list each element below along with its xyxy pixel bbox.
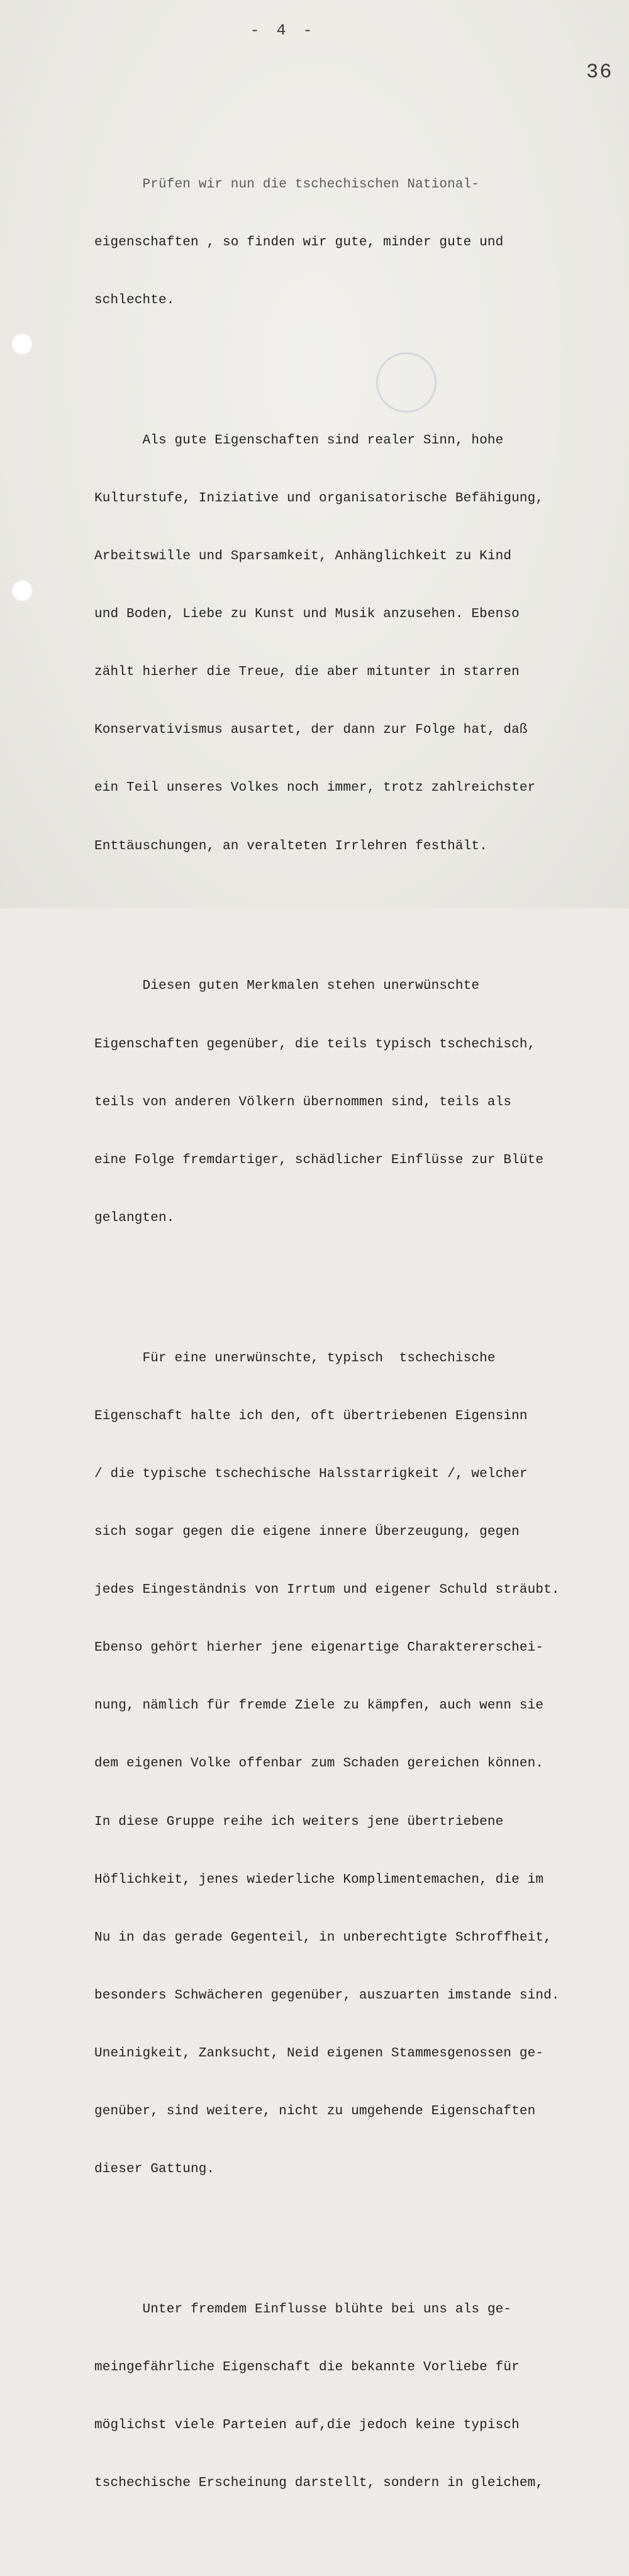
text-line: Nu in das gerade Gegenteil, in unberechtigte Schroffheit, [94,1930,552,1945]
text-line: nung, nämlich für fremde Ziele zu kämpfen, auch wenn sie [94,1698,544,1714]
text-line: Konservativismus ausartet, der dann zur Folge hat, daß [94,723,528,738]
paragraph-4 [94,1310,616,2218]
text-line: Kulturstufe, Iniziative und organisatorische Befähigung, [94,491,544,506]
paragraph-5 [94,2262,616,2533]
text-line: zählt hierher die Treue, die aber mitunter in starren [94,665,520,680]
text-line: eine Folge fremdartiger, schädlicher Einflüsse zur Blüte [94,1152,544,1168]
punch-hole-bottom [11,580,33,601]
text-line: Uneinigkeit, Zanksucht, Neid eigenen Stammesgenossen ge- [94,2046,544,2061]
text-line: Als gute Eigenschaften sind realer Sinn, hohe [94,433,504,448]
text-line: schlechte. [94,293,175,308]
text-line: dem eigenen Volke offenbar zum Schaden gereichen können. [94,1756,544,1771]
text-line: Eigenschaft halte ich den, oft übertriebenen Eigensinn [94,1408,528,1424]
text-line: jedes Eingeständnis von Irrtum und eigener Schuld sträubt. [94,1583,560,1598]
punch-hole-top [11,333,33,355]
text-line: teils von anderen Völkern übernommen sind, teils als [94,1095,512,1110]
text-line: Enttäuschungen, an veralteten Irrlehren festhält. [94,839,487,854]
text-line: tschechische Erscheinung darstellt, sondern in gleichem, [94,2476,544,2491]
text-line: möglichst viele Parteien auf,die jedoch keine typisch [94,2418,520,2433]
paragraph-2 [94,393,616,895]
folio-number: 36 [586,60,613,84]
text-line: genüber, sind weitere, nicht zu umgehende Eigenschaften [94,2104,536,2119]
text-line: und Boden, Liebe zu Kunst und Musik anzusehen. Ebenso [94,607,520,622]
text-line: gelangten. [94,1210,175,1225]
text-line: dieser Gattung. [94,2162,215,2177]
text-line: Ebenso gehört hierher jene eigenartige Charaktererschei- [94,1641,544,1656]
text-line: eigenschaften , so finden wir gute, minder gute und [94,235,504,250]
text-line: ein Teil unseres Volkes noch immer, trotz zahlreichster [94,781,536,796]
text-line: Für eine unerwünschte, typisch tschechische [94,1351,496,1366]
paragraph-3 [94,939,616,1267]
text-line: Prüfen wir nun die tschechischen National- [94,177,480,192]
text-line: sich sogar gegen die eigene innere Überzeugung, gegen [94,1525,520,1540]
body-text [94,98,616,2576]
text-line: meingefährliche Eigenschaft die bekannte Vorliebe für [94,2360,520,2375]
text-line: In diese Gruppe reihe ich weiters jene übertriebene [94,1814,504,1829]
page-number: - 4 - [250,21,316,40]
text-line: besonders Schwächeren gegenüber, auszuarten imstande sind. [94,1988,560,2003]
text-line: Diesen guten Merkmalen stehen unerwünschte [94,979,480,994]
text-line: Unter fremdem Einflusse blühte bei uns als ge- [94,2302,512,2317]
text-line: / die typische tschechische Halsstarrigkeit /, welcher [94,1466,528,1481]
text-line: Arbeitswille und Sparsamkeit, Anhänglichkeit zu Kind [94,549,512,564]
text-line: Eigenschaften gegenüber, die teils typisch tschechisch, [94,1037,536,1052]
paragraph-1 [94,137,616,349]
text-line: Höflichkeit, jenes wiederliche Komplimentemachen, die im [94,1872,544,1887]
